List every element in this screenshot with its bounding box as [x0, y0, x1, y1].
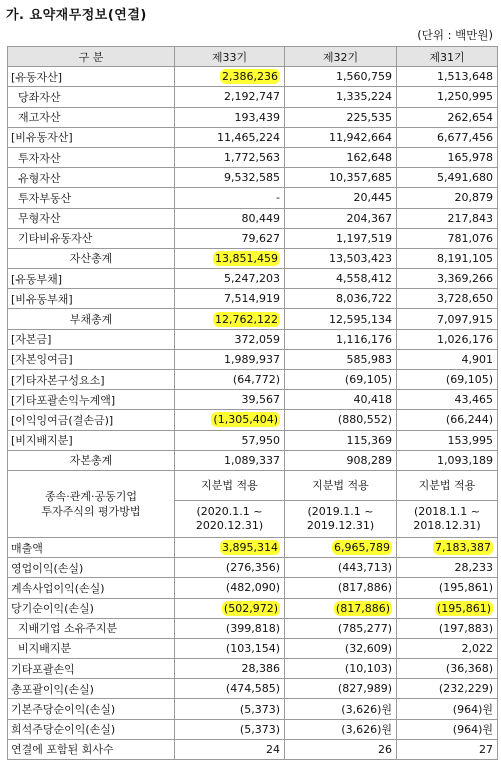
row-value [175, 638, 285, 658]
table-row [8, 67, 498, 87]
row-label: 기타비유동자산 [8, 228, 175, 248]
row-value [175, 87, 285, 107]
highlighted-value: (1,305,404) [213, 413, 278, 427]
table-row [8, 228, 498, 248]
value-text: 1,560,759 [336, 70, 392, 84]
value-text: 24 [266, 742, 280, 756]
row-value [285, 699, 397, 719]
row-label: [자본금] [8, 329, 175, 349]
value-text: 5,491,680 [437, 171, 493, 185]
row-value [175, 699, 285, 719]
row-value [175, 558, 285, 578]
row-value [397, 598, 498, 618]
table-row [8, 659, 498, 679]
table-row [8, 558, 498, 578]
row-value [397, 390, 498, 410]
unit-label: (단위 : 백만원) [417, 28, 493, 42]
value-text: - [276, 191, 280, 205]
row-value [285, 659, 397, 679]
value-text: 8,036,722 [336, 292, 392, 306]
row-value [175, 228, 285, 248]
value-text: 1,989,937 [224, 352, 280, 366]
row-value [175, 410, 285, 430]
row-value [285, 67, 397, 87]
value-text: 193,439 [234, 110, 280, 124]
value-text: 1,116,176 [336, 332, 392, 346]
table-row [8, 719, 498, 739]
table-row [8, 739, 498, 759]
method-33: 지분법 적용 [175, 470, 285, 500]
value-text: 28,386 [241, 662, 280, 676]
row-label: 연결에 포함된 회사수 [8, 739, 175, 759]
table-row [8, 390, 498, 410]
row-label: 자본총계 [8, 450, 175, 470]
value-text: (5,373) [239, 722, 280, 736]
row-value [397, 147, 498, 167]
row-value [175, 618, 285, 638]
table-row [8, 699, 498, 719]
header-category: 구 분 [8, 47, 175, 67]
balance-sheet-rows [8, 67, 498, 471]
row-value [175, 537, 285, 557]
row-value [175, 329, 285, 349]
value-text: (64,772) [232, 373, 280, 387]
row-value [175, 390, 285, 410]
table-row [8, 127, 498, 147]
highlighted-value: 12,762,122 [215, 312, 278, 326]
value-text: 26 [378, 742, 392, 756]
period-32: (2019.1.1 ~ 2019.12.31) [285, 500, 397, 537]
value-text: (482,090) [225, 581, 280, 595]
row-value [285, 370, 397, 390]
row-value [397, 699, 498, 719]
table-row [8, 537, 498, 557]
row-value [285, 578, 397, 598]
table-row [8, 598, 498, 618]
row-value [397, 67, 498, 87]
value-text: 12,595,134 [329, 312, 392, 326]
row-value [175, 147, 285, 167]
value-text: 79,627 [241, 231, 280, 245]
value-text: (3,626)원 [341, 723, 392, 737]
row-label: 영업이익(손실) [8, 558, 175, 578]
value-text: 1,026,176 [437, 332, 493, 346]
table-row [8, 188, 498, 208]
row-value [175, 349, 285, 369]
value-text: 908,289 [346, 453, 392, 467]
row-value [175, 370, 285, 390]
row-value [285, 390, 397, 410]
row-label: 부채총계 [8, 309, 175, 329]
value-text: 1,197,519 [336, 231, 392, 245]
row-value [397, 127, 498, 147]
row-value [175, 450, 285, 470]
value-text: 153,995 [447, 433, 493, 447]
row-label: 지배기업 소유주지분 [8, 618, 175, 638]
table-row [8, 638, 498, 658]
value-text: 1,513,648 [437, 70, 493, 84]
row-label: 당좌자산 [8, 87, 175, 107]
value-text: 9,532,585 [224, 171, 280, 185]
highlighted-value: 3,895,314 [222, 541, 278, 555]
row-value [397, 719, 498, 739]
value-text: 204,367 [346, 211, 392, 225]
value-text: (817,886) [337, 581, 392, 595]
row-value [397, 450, 498, 470]
row-value [397, 107, 498, 127]
row-value [397, 208, 498, 228]
value-text: 2,022 [461, 641, 493, 655]
row-label: [유동자산] [8, 67, 175, 87]
value-text: 11,465,224 [217, 130, 280, 144]
value-text: (827,989) [337, 682, 392, 696]
value-text: 7,097,915 [437, 312, 493, 326]
value-text: (103,154) [225, 641, 280, 655]
table-row [8, 107, 498, 127]
row-value [175, 739, 285, 759]
row-label: [비지배지분] [8, 430, 175, 450]
row-value [397, 578, 498, 598]
row-value [397, 309, 498, 329]
row-value [175, 269, 285, 289]
value-text: (399,818) [225, 621, 280, 635]
highlighted-value: 2,386,236 [222, 70, 278, 84]
highlighted-value: (502,972) [223, 601, 278, 615]
value-text: 13,503,423 [329, 251, 392, 265]
row-value [285, 329, 397, 349]
row-value [175, 679, 285, 699]
row-value [397, 638, 498, 658]
value-text: (5,373) [239, 702, 280, 716]
period-31: (2018.1.1 ~ 2018.12.31) [397, 500, 498, 537]
value-text: 11,942,664 [329, 130, 392, 144]
value-text: (195,861) [438, 581, 493, 595]
row-value [175, 430, 285, 450]
row-value [175, 659, 285, 679]
row-value [285, 638, 397, 658]
table-row [8, 147, 498, 167]
row-label: 기타포괄손익 [8, 659, 175, 679]
value-text: 1,089,337 [224, 453, 280, 467]
value-text: 372,059 [234, 332, 280, 346]
value-text: 4,558,412 [336, 272, 392, 286]
table-row [8, 309, 498, 329]
value-text: (66,244) [445, 413, 493, 427]
row-value [285, 248, 397, 268]
row-value [175, 188, 285, 208]
value-text: (36,368) [445, 662, 493, 676]
value-text: 115,369 [346, 433, 392, 447]
row-value [285, 450, 397, 470]
row-label: 투자부동산 [8, 188, 175, 208]
value-text: 2,192,747 [224, 90, 280, 104]
header-31: 제31기 [397, 47, 498, 67]
row-value [285, 679, 397, 699]
highlighted-value: 7,183,387 [435, 541, 491, 555]
value-text: (785,277) [337, 621, 392, 635]
row-value [285, 107, 397, 127]
value-text: (32,609) [344, 641, 392, 655]
value-text: 28,233 [454, 561, 493, 575]
value-text: (964)원 [452, 703, 493, 717]
highlighted-value: 6,965,789 [334, 541, 390, 555]
row-value [397, 659, 498, 679]
section-title: 가. 요약재무정보(연결) [6, 8, 147, 23]
value-text: (276,356) [225, 561, 280, 575]
value-text: (197,883) [438, 621, 493, 635]
value-text: 20,445 [353, 191, 392, 205]
table-row [8, 289, 498, 309]
value-text: 3,728,650 [437, 292, 493, 306]
row-value [175, 598, 285, 618]
row-label: [기타포괄손익누계액] [8, 390, 175, 410]
value-text: 57,950 [241, 433, 280, 447]
row-value [285, 618, 397, 638]
value-text: (443,713) [337, 561, 392, 575]
header-row [8, 47, 498, 67]
row-value [175, 67, 285, 87]
row-label: 총포괄이익(손실) [8, 679, 175, 699]
table-row [8, 87, 498, 107]
table-row [8, 450, 498, 470]
table-row [8, 370, 498, 390]
row-value [175, 208, 285, 228]
table-row [8, 618, 498, 638]
row-value [175, 127, 285, 147]
method-32: 지분법 적용 [285, 470, 397, 500]
row-label: 기본주당순이익(손실) [8, 699, 175, 719]
row-value [397, 228, 498, 248]
row-label: [자본잉여금] [8, 349, 175, 369]
value-text: 80,449 [241, 211, 280, 225]
row-label: [유동부채] [8, 269, 175, 289]
row-value [175, 107, 285, 127]
row-label: 자산총계 [8, 248, 175, 268]
value-text: 1,093,189 [437, 453, 493, 467]
value-text: (964)원 [452, 723, 493, 737]
row-value [397, 558, 498, 578]
row-label: 당기순이익(손실) [8, 598, 175, 618]
row-value [175, 309, 285, 329]
value-text: 1,335,224 [336, 90, 392, 104]
row-label: 계속사업이익(손실) [8, 578, 175, 598]
value-text: 217,843 [447, 211, 493, 225]
table-row [8, 208, 498, 228]
table-row [8, 679, 498, 699]
table-row [8, 168, 498, 188]
table-row [8, 430, 498, 450]
row-value [397, 537, 498, 557]
row-value [175, 289, 285, 309]
row-value [397, 430, 498, 450]
financial-summary-table [7, 46, 498, 760]
row-value [397, 370, 498, 390]
method-rows [8, 470, 498, 537]
row-value [397, 349, 498, 369]
header-33: 제33기 [175, 47, 285, 67]
row-value [285, 410, 397, 430]
row-value [397, 679, 498, 699]
table-row [8, 248, 498, 268]
income-statement-rows [8, 537, 498, 759]
row-value [175, 578, 285, 598]
value-text: 39,567 [241, 393, 280, 407]
row-value [397, 269, 498, 289]
value-text: (880,552) [337, 413, 392, 427]
value-text: (10,103) [344, 662, 392, 676]
highlighted-value: 13,851,459 [215, 251, 278, 265]
method-row [8, 470, 498, 500]
row-value [397, 168, 498, 188]
value-text: 4,901 [461, 352, 493, 366]
row-value [285, 558, 397, 578]
row-label: [기타자본구성요소] [8, 370, 175, 390]
method-label: 종속·관계·공동기업 투자주식의 평가방법 [8, 470, 175, 537]
highlighted-value: (195,861) [436, 601, 491, 615]
row-value [285, 537, 397, 557]
period-33: (2020.1.1 ~ 2020.12.31) [175, 500, 285, 537]
value-text: (474,585) [225, 682, 280, 696]
row-value [397, 618, 498, 638]
value-text: 43,465 [454, 393, 493, 407]
row-value [397, 329, 498, 349]
row-label: [이익잉여금(결손금)] [8, 410, 175, 430]
row-label: 유형자산 [8, 168, 175, 188]
value-text: 7,514,919 [224, 292, 280, 306]
value-text: 585,983 [346, 352, 392, 366]
value-text: 262,654 [447, 110, 493, 124]
highlighted-value: (817,886) [335, 601, 390, 615]
row-label: [비유동부채] [8, 289, 175, 309]
value-text: 781,076 [447, 231, 493, 245]
value-text: 3,369,266 [437, 272, 493, 286]
table-row [8, 349, 498, 369]
value-text: 8,191,105 [437, 251, 493, 265]
row-value [175, 248, 285, 268]
table-row [8, 329, 498, 349]
value-text: 1,250,995 [437, 90, 493, 104]
value-text: 40,418 [353, 393, 392, 407]
row-value [285, 598, 397, 618]
row-value [397, 248, 498, 268]
value-text: 5,247,203 [224, 272, 280, 286]
value-text: 6,677,456 [437, 130, 493, 144]
value-text: 165,978 [447, 151, 493, 165]
row-value [397, 739, 498, 759]
value-text: (3,626)원 [341, 703, 392, 717]
row-value [397, 87, 498, 107]
row-value [285, 430, 397, 450]
row-value [285, 168, 397, 188]
value-text: 27 [479, 742, 493, 756]
table-row [8, 410, 498, 430]
value-text: 162,648 [346, 151, 392, 165]
row-value [285, 208, 397, 228]
value-text: (69,105) [344, 373, 392, 387]
row-label: 비지배지분 [8, 638, 175, 658]
row-value [285, 147, 397, 167]
row-value [285, 87, 397, 107]
row-value [285, 127, 397, 147]
row-value [175, 719, 285, 739]
value-text: 20,879 [454, 191, 493, 205]
row-value [285, 289, 397, 309]
row-label: 매출액 [8, 537, 175, 557]
row-label: 재고자산 [8, 107, 175, 127]
value-text: 10,357,685 [329, 171, 392, 185]
table-row [8, 578, 498, 598]
row-label: [비유동자산] [8, 127, 175, 147]
table-row [8, 269, 498, 289]
row-value [285, 269, 397, 289]
method-31: 지분법 적용 [397, 470, 498, 500]
value-text: (69,105) [445, 373, 493, 387]
row-value [285, 719, 397, 739]
row-label: 투자자산 [8, 147, 175, 167]
row-value [285, 309, 397, 329]
row-value [175, 168, 285, 188]
header-32: 제32기 [285, 47, 397, 67]
row-value [285, 739, 397, 759]
row-value [397, 289, 498, 309]
row-value [285, 228, 397, 248]
value-text: 1,772,563 [224, 151, 280, 165]
row-value [397, 410, 498, 430]
row-label: 희석주당순이익(손실) [8, 719, 175, 739]
row-value [397, 188, 498, 208]
row-value [285, 349, 397, 369]
row-value [285, 188, 397, 208]
value-text: (232,229) [438, 682, 493, 696]
value-text: 225,535 [346, 110, 392, 124]
row-label: 무형자산 [8, 208, 175, 228]
